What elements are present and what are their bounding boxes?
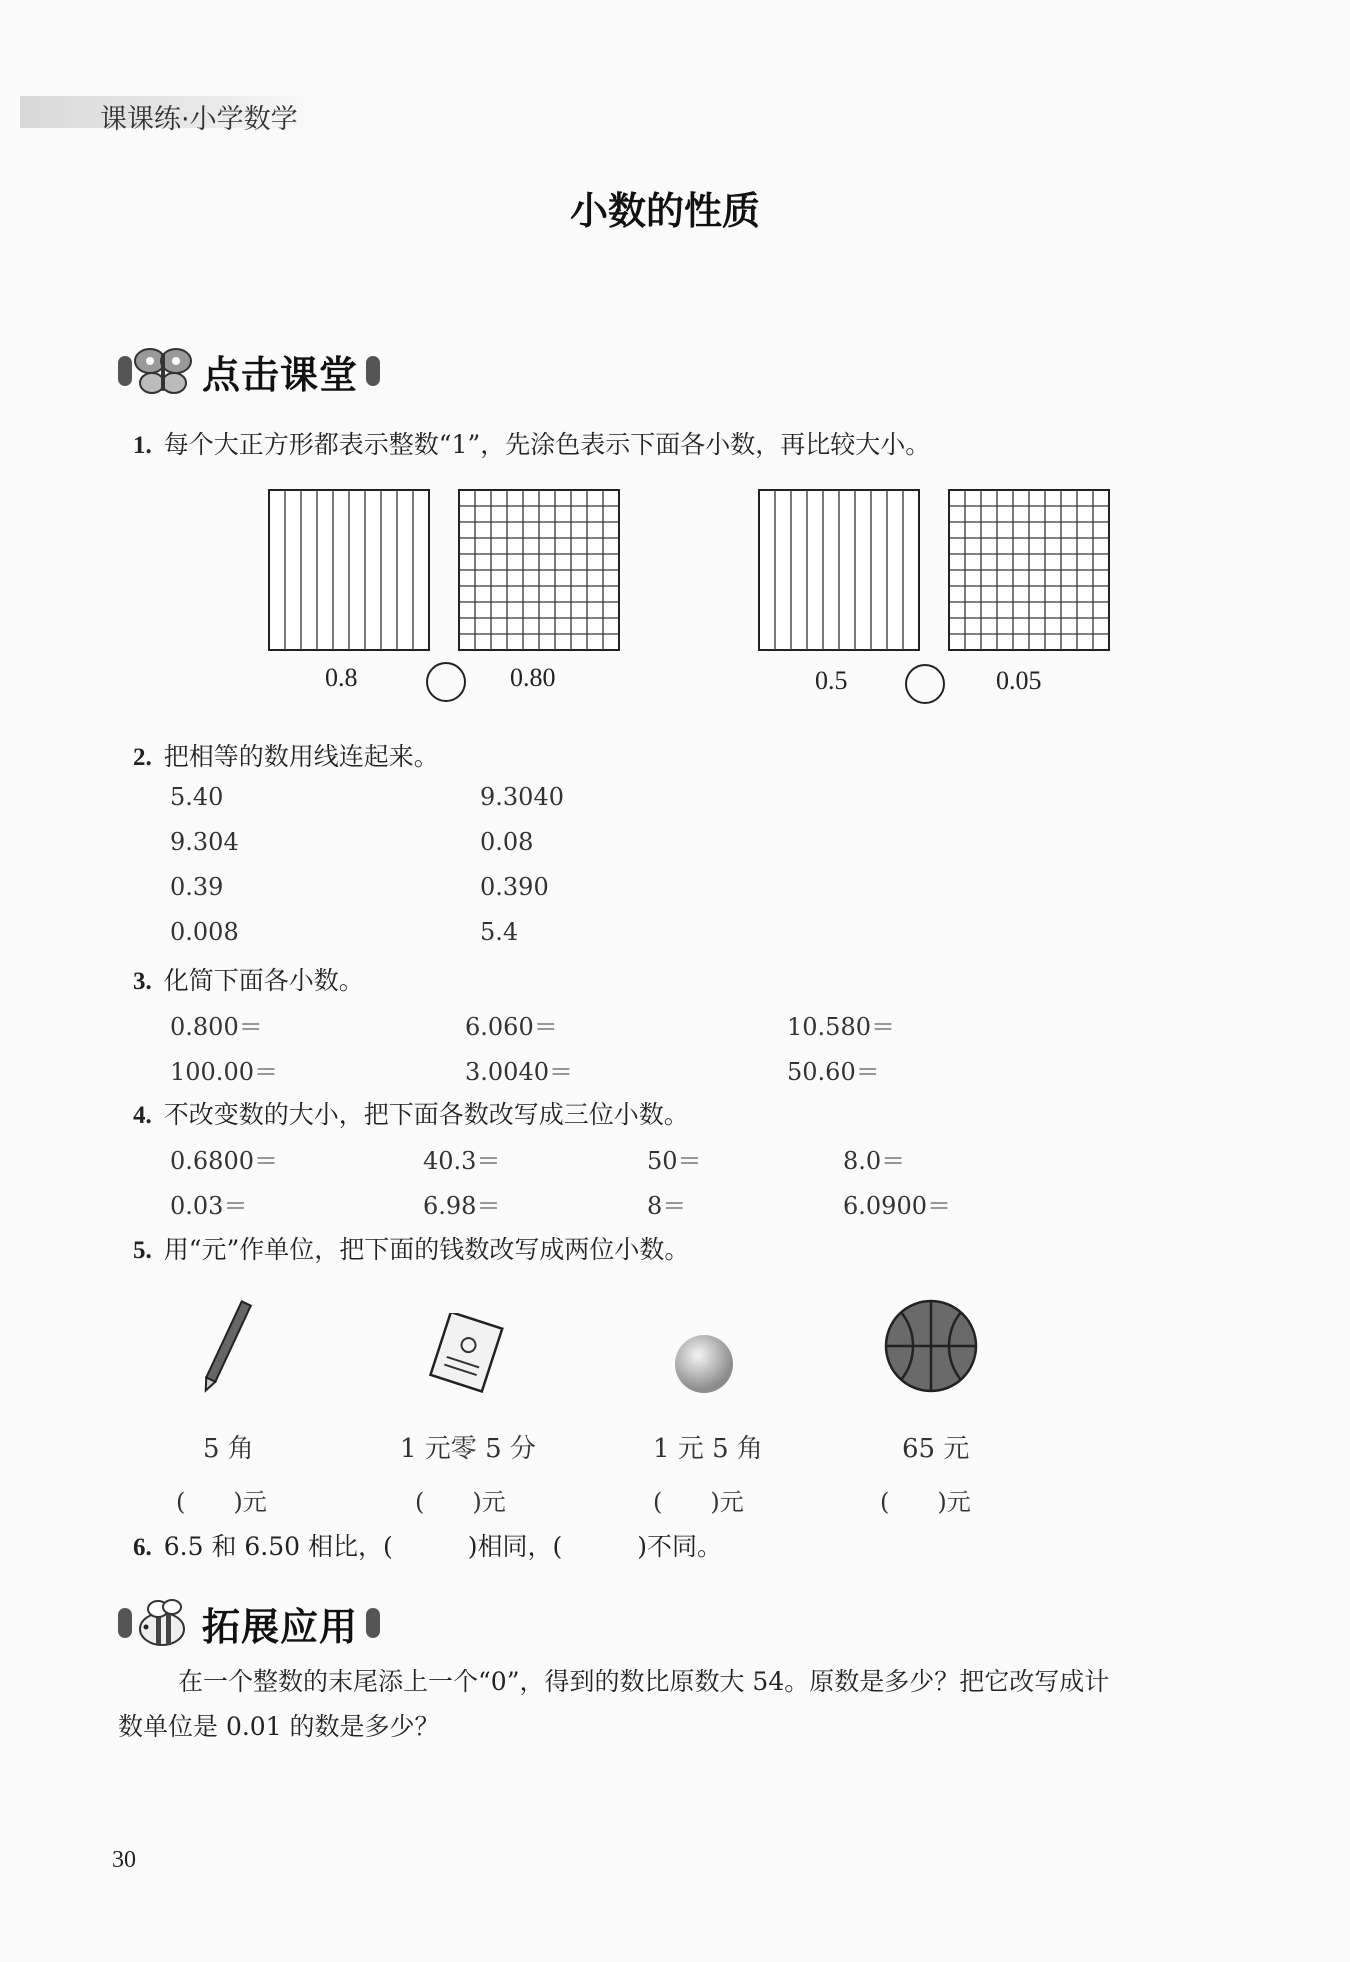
tenths-grid[interactable] — [758, 489, 920, 651]
match-left-item[interactable]: 5.40 — [170, 783, 224, 811]
question-text: 化简下面各小数。 — [163, 966, 364, 995]
question-3 — [133, 961, 364, 997]
pencil-icon — [190, 1295, 262, 1399]
match-right-item[interactable]: 5.4 — [480, 918, 519, 946]
rewrite-item[interactable]: 0.6800＝ — [170, 1147, 278, 1175]
butterfly-icon — [132, 343, 194, 399]
extension-text-line-1: 在一个整数的末尾添上一个“0”，得到的数比原数大 54。原数是多少？把它改写成计 — [178, 1667, 1110, 1696]
rewrite-item[interactable]: 0.03＝ — [170, 1192, 248, 1220]
question-4 — [133, 1095, 689, 1131]
rewrite-item[interactable]: 50＝ — [647, 1147, 702, 1175]
section-title-classroom: 点击课堂 — [202, 352, 359, 397]
question-1 — [133, 425, 930, 461]
question-text: 每个大正方形都表示整数“1”，先涂色表示下面各小数，再比较大小。 — [163, 430, 931, 459]
price-label: 65 元 — [902, 1434, 970, 1464]
rewrite-item[interactable]: 8＝ — [647, 1192, 687, 1220]
question-text: 把相等的数用线连起来。 — [163, 742, 439, 771]
question-number: 4. — [133, 1102, 152, 1129]
simplify-item[interactable]: 50.60＝ — [787, 1058, 880, 1086]
rewrite-item[interactable]: 40.3＝ — [423, 1147, 501, 1175]
compare-circle[interactable] — [905, 664, 945, 704]
answer-blank[interactable]: ( )元 — [880, 1488, 971, 1516]
extension-text-line-2: 数单位是 0.01 的数是多少？ — [118, 1712, 440, 1741]
decimal-label: 0.8 — [325, 663, 358, 692]
match-right-item[interactable]: 0.390 — [480, 873, 549, 901]
rewrite-item[interactable]: 6.98＝ — [423, 1192, 501, 1220]
simplify-item[interactable]: 3.0040＝ — [465, 1058, 573, 1086]
rewrite-item[interactable]: 6.0900＝ — [843, 1192, 951, 1220]
section-bracket-left — [118, 1608, 132, 1638]
section-header-classroom — [118, 343, 380, 399]
simplify-item[interactable]: 6.060＝ — [465, 1013, 558, 1041]
match-right-item[interactable]: 0.08 — [480, 828, 534, 856]
book-series-title: 课课练·小学数学 — [100, 104, 298, 135]
ball-icon — [673, 1333, 735, 1395]
question-number: 3. — [133, 968, 152, 995]
basketball-icon — [883, 1298, 979, 1394]
simplify-item[interactable]: 10.580＝ — [787, 1013, 895, 1041]
match-left-item[interactable]: 0.39 — [170, 873, 224, 901]
match-right-item[interactable]: 9.3040 — [480, 783, 564, 811]
price-label: 1 元零 5 分 — [400, 1434, 536, 1464]
price-label: 5 角 — [203, 1434, 254, 1464]
section-bracket-right — [366, 356, 380, 386]
question-number: 2. — [133, 744, 152, 771]
question-text[interactable]: 6.5 和 6.50 相比，( )相同，( )不同。 — [163, 1532, 723, 1561]
decimal-label: 0.05 — [996, 666, 1042, 695]
decimal-label: 0.5 — [815, 666, 848, 695]
section-bracket-left — [118, 356, 132, 386]
simplify-item[interactable]: 0.800＝ — [170, 1013, 263, 1041]
tenths-grid[interactable] — [268, 489, 430, 651]
question-2 — [133, 737, 439, 773]
bee-icon — [132, 1595, 194, 1651]
answer-blank[interactable]: ( )元 — [653, 1488, 744, 1516]
hundredths-grid[interactable] — [458, 489, 620, 651]
page-number: 30 — [112, 1847, 136, 1873]
question-6 — [133, 1527, 722, 1563]
rewrite-item[interactable]: 8.0＝ — [843, 1147, 906, 1175]
question-number: 6. — [133, 1534, 152, 1561]
question-number: 5. — [133, 1237, 152, 1264]
section-header-extension — [118, 1595, 380, 1651]
answer-blank[interactable]: ( )元 — [415, 1488, 506, 1516]
section-bracket-right — [366, 1608, 380, 1638]
question-text: 用“元”作单位，把下面的钱数改写成两位小数。 — [163, 1235, 690, 1264]
question-text: 不改变数的大小，把下面各数改写成三位小数。 — [163, 1100, 689, 1129]
match-left-item[interactable]: 0.008 — [170, 918, 239, 946]
page-title: 小数的性质 — [569, 189, 760, 233]
section-title-extension: 拓展应用 — [202, 1604, 359, 1649]
question-number: 1. — [133, 432, 152, 459]
simplify-item[interactable]: 100.00＝ — [170, 1058, 278, 1086]
price-label: 1 元 5 角 — [653, 1434, 763, 1464]
question-5 — [133, 1230, 689, 1266]
match-left-item[interactable]: 9.304 — [170, 828, 239, 856]
exercise-book-icon — [425, 1313, 509, 1393]
hundredths-grid[interactable] — [948, 489, 1110, 651]
decimal-label: 0.80 — [510, 663, 556, 692]
compare-circle[interactable] — [426, 662, 466, 702]
answer-blank[interactable]: ( )元 — [176, 1488, 267, 1516]
